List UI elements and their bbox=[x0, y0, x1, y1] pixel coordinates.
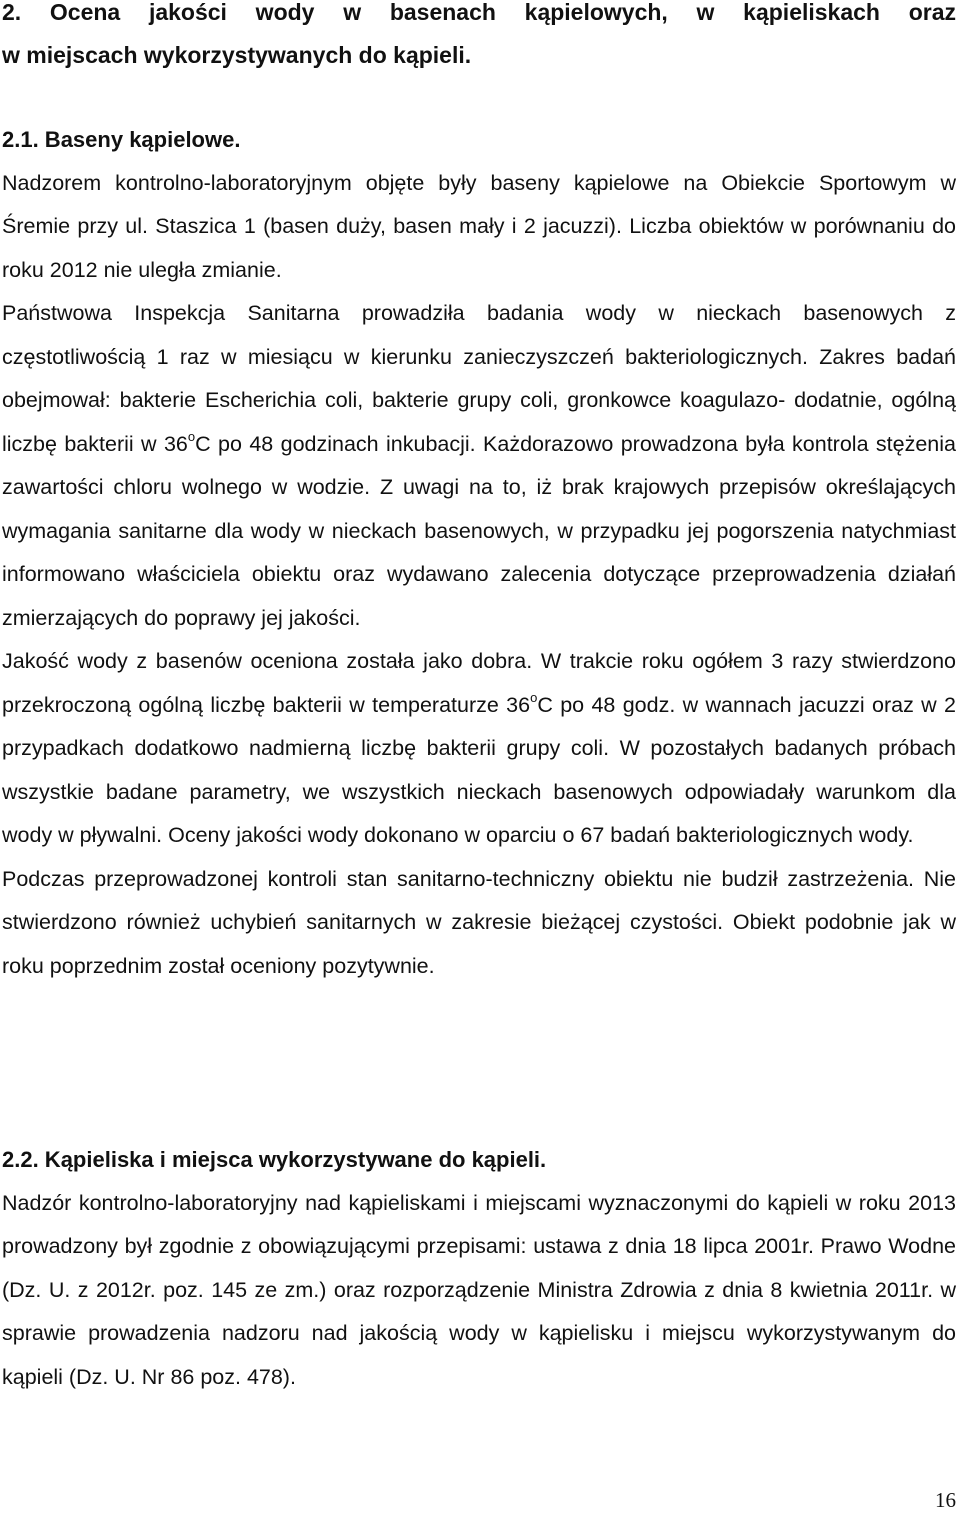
section-2-1-paragraph-3-part-2: C po 48 godz. w wannach jacuzzi oraz w 2 przypadkach dodatkowo nadmierną liczbę bakterii grupy coli. W pozostałych badanych próbach wszystkie badane parametry, we wszystkich nieckach basenowych odpowiadały warunkom dla wody w pływalni. Oceny jakości wody dokonano w oparciu o 67 badań bakteriologicznych wody. bbox=[2, 692, 957, 847]
section-2-1-paragraph-2 bbox=[2, 292, 956, 640]
section-2-2-title: 2.2. Kąpieliska i miejsca wykorzystywane do kąpieli. bbox=[2, 1147, 547, 1172]
section-2-2-paragraph: Nadzór kontrolno-laboratoryjny nad kąpieliskami i miejscami wyznaczonymi do kąpieli w roku 2013 prowadzony był zgodnie z obowiązującymi przepisami: ustawa z dnia 18 lipca 2001r. Prawo Wodne (Dz. U. z 2012r. poz. 145 ze zm.) oraz rozporządzenie Ministra Zdrowia z dnia 8 kwietnia 2011r. w sprawie prowadzenia nadzoru nad jakością wody w kąpielisku i miejscu wykorzystywanym do kąpieli (Dz. U. Nr 86 poz. 478). bbox=[2, 1190, 956, 1389]
section-2-1 bbox=[2, 118, 956, 988]
section-2-title-line-2: w miejscach wykorzystywanych do kąpieli. bbox=[2, 42, 472, 68]
section-2-1-paragraph-4: Podczas przeprowadzonej kontroli stan sanitarno-techniczny obiektu nie budził zastrzeżenia. Nie stwierdzono również uchybień sanitarnych w zakresie bieżącej czystości. Obiekt podobnie jak w roku poprzednim został oceniony pozytywnie. bbox=[2, 866, 956, 978]
section-2-1-paragraph-2-part-2: C po 48 godzinach inkubacji. Każdorazowo prowadzona była kontrola stężenia zawartości chloru wolnego w wodzie. Z uwagi na to, iż brak krajowych przepisów określających wymagania sanitarne dla wody w nieckach basenowych, w przypadku jej pogorszenia natychmiast informowano właściciela obiektu oraz wydawano zalecenia dotyczące przeprowadzenia działań zmierzających do poprawy jej jakości. bbox=[2, 431, 956, 630]
degree-mark: o bbox=[530, 690, 538, 706]
section-2-1-paragraph-1: Nadzorem kontrolno-laboratoryjnym objęte były baseny kąpielowe na Obiekcie Sportowym w Śremie przy ul. Staszica 1 (basen duży, basen mały i 2 jacuzzi). Liczba obiektów w porównaniu do roku 2012 nie uległa zmianie. bbox=[2, 170, 956, 282]
section-2-2 bbox=[2, 1138, 956, 1399]
section-2-1-paragraph-3-part-1: Jakość wody z basenów oceniona została jako dobra. W trakcie roku ogółem 3 razy stwierdzono przekroczoną ogólną liczbę bakterii w temperaturze 36 bbox=[2, 649, 956, 717]
section-2-1-paragraph-2-part-1: Państwowa Inspekcja Sanitarna prowadziła badania wody w nieckach basenowych z częstotliwością 1 raz w miesiącu w kierunku zanieczyszczeń bakteriologicznych. Zakres badań obejmował: bakterie Escherichia coli, bakterie grupy coli, gronkowce koagulazo- dodatnie, ogólną liczbę bakterii w 36 bbox=[2, 301, 956, 456]
section-2-1-title: 2.1. Baseny kąpielowe. bbox=[2, 127, 241, 152]
degree-mark: o bbox=[187, 429, 196, 445]
page-number: 16 bbox=[935, 1488, 956, 1512]
section-2-heading bbox=[2, 0, 956, 77]
section-2-1-paragraph-3 bbox=[2, 640, 956, 858]
section-2-title-line-1: 2. Ocena jakości wody w basenach kąpielowych, w kąpieliskach oraz bbox=[2, 0, 956, 25]
